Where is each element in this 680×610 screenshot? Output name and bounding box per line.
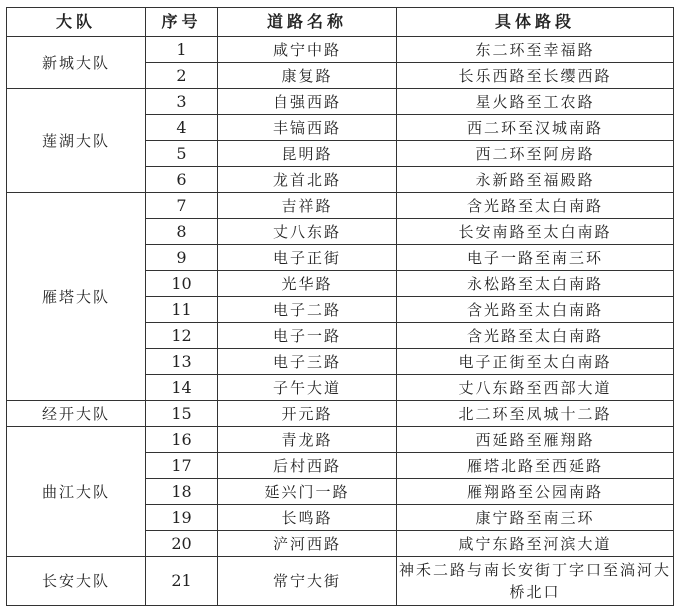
number-cell: 4	[146, 115, 218, 141]
section-cell: 电子正街至太白南路	[397, 349, 674, 375]
road-name-cell: 自强西路	[218, 89, 397, 115]
number-cell: 3	[146, 89, 218, 115]
number-cell: 13	[146, 349, 218, 375]
section-cell: 含光路至太白南路	[397, 193, 674, 219]
table-body	[7, 37, 674, 606]
number-cell: 6	[146, 167, 218, 193]
section-cell: 含光路至太白南路	[397, 297, 674, 323]
number-cell: 2	[146, 63, 218, 89]
number-cell: 15	[146, 401, 218, 427]
section-cell: 永松路至太白南路	[397, 271, 674, 297]
number-cell: 10	[146, 271, 218, 297]
road-name-cell: 丰镐西路	[218, 115, 397, 141]
section-cell: 西延路至雁翔路	[397, 427, 674, 453]
header-road-name: 道路名称	[218, 8, 397, 37]
table-row	[7, 193, 674, 219]
number-cell: 21	[146, 557, 218, 606]
section-cell: 西二环至汉城南路	[397, 115, 674, 141]
number-cell: 5	[146, 141, 218, 167]
road-name-cell: 延兴门一路	[218, 479, 397, 505]
number-cell: 12	[146, 323, 218, 349]
section-cell: 雁翔路至公园南路	[397, 479, 674, 505]
section-cell: 永新路至福殿路	[397, 167, 674, 193]
road-name-cell: 龙首北路	[218, 167, 397, 193]
number-cell: 1	[146, 37, 218, 63]
section-cell: 北二环至凤城十二路	[397, 401, 674, 427]
table-row	[7, 427, 674, 453]
header-brigade: 大队	[7, 8, 146, 37]
section-cell: 含光路至太白南路	[397, 323, 674, 349]
table-row	[7, 37, 674, 63]
number-cell: 9	[146, 245, 218, 271]
table-header	[7, 8, 674, 37]
number-cell: 20	[146, 531, 218, 557]
road-name-cell: 光华路	[218, 271, 397, 297]
header-section: 具体路段	[397, 8, 674, 37]
section-cell: 神禾二路与南长安街丁字口至滈河大桥北口	[397, 557, 674, 606]
road-name-cell: 电子二路	[218, 297, 397, 323]
road-name-cell: 子午大道	[218, 375, 397, 401]
road-name-cell: 电子三路	[218, 349, 397, 375]
road-name-cell: 电子正街	[218, 245, 397, 271]
brigade-cell: 新城大队	[7, 37, 146, 89]
number-cell: 14	[146, 375, 218, 401]
road-name-cell: 吉祥路	[218, 193, 397, 219]
road-name-cell: 康复路	[218, 63, 397, 89]
brigade-cell: 经开大队	[7, 401, 146, 427]
road-name-cell: 浐河西路	[218, 531, 397, 557]
number-cell: 11	[146, 297, 218, 323]
section-cell: 长乐西路至长缨西路	[397, 63, 674, 89]
number-cell: 7	[146, 193, 218, 219]
section-cell: 长安南路至太白南路	[397, 219, 674, 245]
number-cell: 19	[146, 505, 218, 531]
section-cell: 东二环至幸福路	[397, 37, 674, 63]
section-cell: 咸宁东路至河滨大道	[397, 531, 674, 557]
road-name-cell: 青龙路	[218, 427, 397, 453]
number-cell: 8	[146, 219, 218, 245]
road-name-cell: 长鸣路	[218, 505, 397, 531]
road-name-cell: 电子一路	[218, 323, 397, 349]
section-cell: 西二环至阿房路	[397, 141, 674, 167]
section-cell: 康宁路至南三环	[397, 505, 674, 531]
section-cell: 丈八东路至西部大道	[397, 375, 674, 401]
road-name-cell: 咸宁中路	[218, 37, 397, 63]
header-row	[7, 8, 674, 37]
road-table	[6, 7, 674, 606]
road-name-cell: 后村西路	[218, 453, 397, 479]
brigade-cell: 雁塔大队	[7, 193, 146, 401]
road-name-cell: 常宁大街	[218, 557, 397, 606]
brigade-cell: 长安大队	[7, 557, 146, 606]
section-cell: 星火路至工农路	[397, 89, 674, 115]
brigade-cell: 曲江大队	[7, 427, 146, 557]
section-cell: 电子一路至南三环	[397, 245, 674, 271]
table-row	[7, 401, 674, 427]
number-cell: 18	[146, 479, 218, 505]
number-cell: 17	[146, 453, 218, 479]
section-cell: 雁塔北路至西延路	[397, 453, 674, 479]
number-cell: 16	[146, 427, 218, 453]
road-name-cell: 开元路	[218, 401, 397, 427]
table-row	[7, 89, 674, 115]
road-name-cell: 昆明路	[218, 141, 397, 167]
table-row	[7, 557, 674, 606]
brigade-cell: 莲湖大队	[7, 89, 146, 193]
header-number: 序号	[146, 8, 218, 37]
road-name-cell: 丈八东路	[218, 219, 397, 245]
